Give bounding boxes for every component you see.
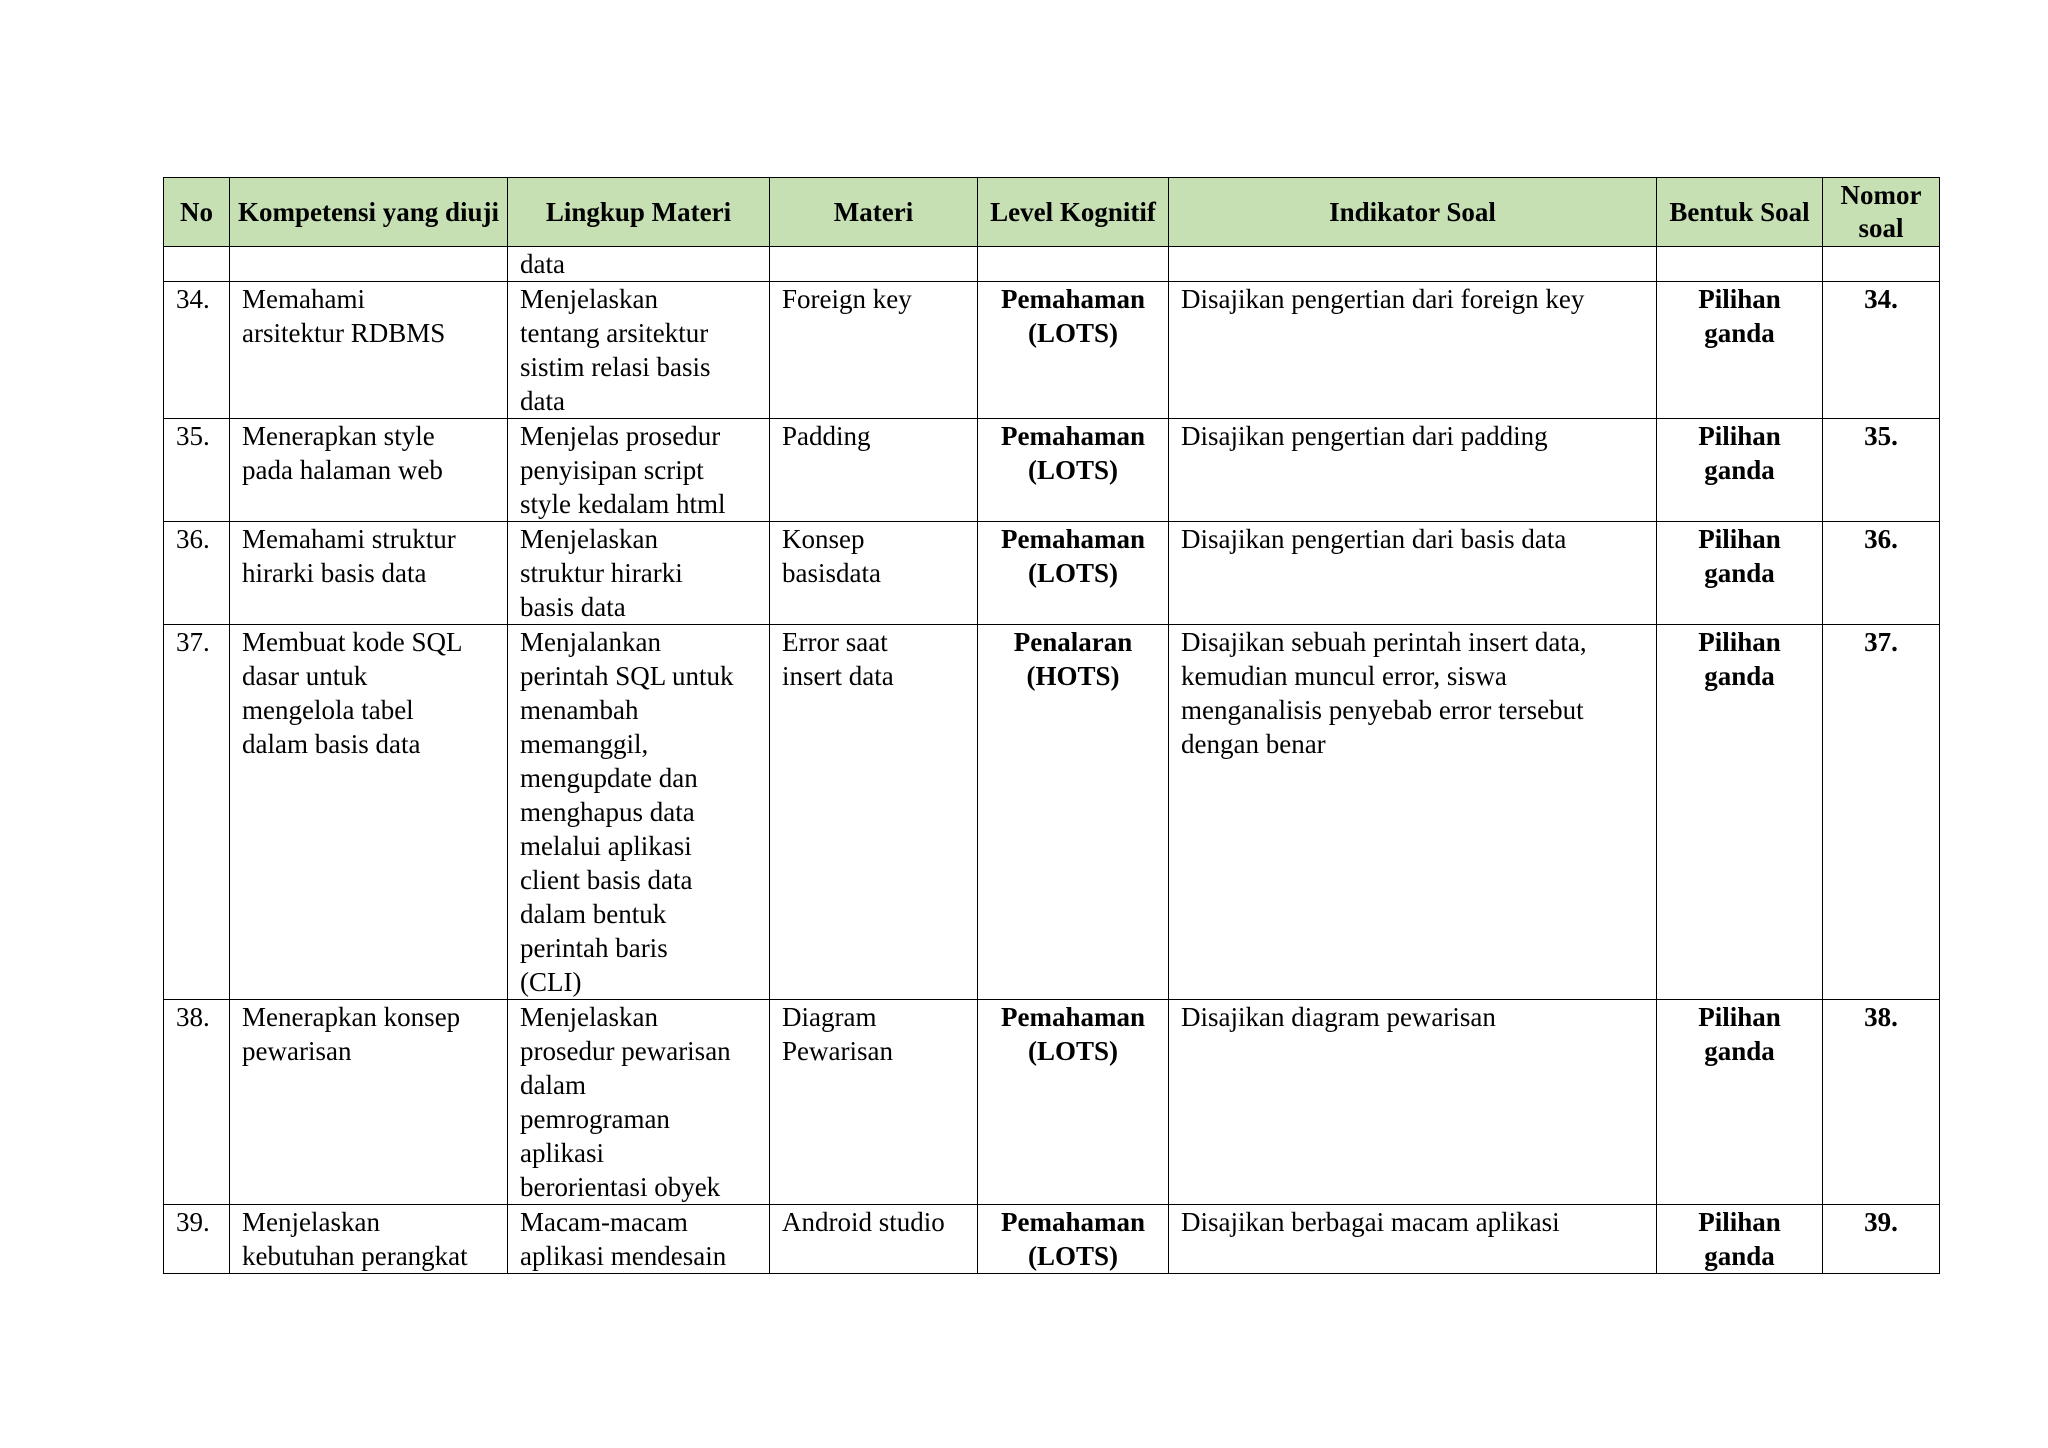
cell-level-kognitif xyxy=(978,522,1169,625)
cell-line: dalam xyxy=(520,1070,586,1100)
cell-no: 39. xyxy=(164,1205,230,1274)
cell-nomor-soal: 39. xyxy=(1823,1205,1940,1274)
cell-line: Pemahaman xyxy=(1001,1002,1145,1032)
cell-line: menghapus data xyxy=(520,797,695,827)
cell-line: kemudian muncul error, siswa xyxy=(1181,661,1507,691)
cell-line: Pilihan xyxy=(1698,627,1781,657)
cell-line: dalam bentuk xyxy=(520,899,667,929)
cell-line: struktur hirarki xyxy=(520,558,683,588)
cell-no xyxy=(164,247,230,282)
cell-materi xyxy=(770,1205,978,1274)
cell-lingkup-materi xyxy=(508,419,770,522)
cell-line: Menjalankan xyxy=(520,627,661,657)
cell-line: Membuat kode SQL xyxy=(242,627,463,657)
cell-materi xyxy=(770,419,978,522)
cell-no: 37. xyxy=(164,625,230,1000)
cell-line: memanggil, xyxy=(520,729,649,759)
cell-line: Pewarisan xyxy=(782,1036,893,1066)
cell-line: dengan benar xyxy=(1181,729,1326,759)
cell-lingkup-materi xyxy=(508,282,770,419)
cell-line: Menjelaskan xyxy=(520,1002,658,1032)
cell-lingkup-materi xyxy=(508,625,770,1000)
cell-line: (CLI) xyxy=(520,967,582,997)
cell-line: Macam-macam xyxy=(520,1207,688,1237)
cell-line: Disajikan sebuah perintah insert data, xyxy=(1181,627,1587,657)
cell-line: menambah xyxy=(520,695,639,725)
cell-line: style kedalam html xyxy=(520,489,726,519)
cell-line: basis data xyxy=(520,592,626,622)
cell-line: (LOTS) xyxy=(1027,1241,1119,1271)
cell-line: Pemahaman xyxy=(1001,284,1145,314)
cell-kompetensi xyxy=(230,625,508,1000)
cell-indikator-soal xyxy=(1169,1205,1657,1274)
cell-line: Penalaran xyxy=(1013,627,1133,657)
cell-line: mengupdate dan xyxy=(520,763,698,793)
cell-line: kebutuhan perangkat xyxy=(242,1241,468,1271)
cell-line: tentang arsitektur xyxy=(520,318,709,348)
cell-level-kognitif xyxy=(978,247,1169,282)
cell-bentuk-soal xyxy=(1657,419,1823,522)
cell-level-kognitif xyxy=(978,419,1169,522)
cell-materi xyxy=(770,625,978,1000)
cell-bentuk-soal xyxy=(1657,1000,1823,1205)
cell-level-kognitif xyxy=(978,282,1169,419)
cell-nomor-soal xyxy=(1823,247,1940,282)
cell-line: sistim relasi basis xyxy=(520,352,711,382)
header-kompetensi: Kompetensi yang diuji xyxy=(230,178,508,247)
header-lingkup-materi: Lingkup Materi xyxy=(508,178,770,247)
cell-line: Pilihan xyxy=(1698,1002,1781,1032)
cell-lingkup-materi xyxy=(508,247,770,282)
cell-line: ganda xyxy=(1704,318,1775,348)
cell-line: hirarki basis data xyxy=(242,558,427,588)
table-row xyxy=(164,522,1940,625)
cell-line: ganda xyxy=(1704,1036,1775,1066)
cell-line: Disajikan berbagai macam aplikasi xyxy=(1181,1207,1560,1237)
cell-line: Pilihan xyxy=(1698,1207,1781,1237)
header-bentuk-soal: Bentuk Soal xyxy=(1657,178,1823,247)
header-no: No xyxy=(164,178,230,247)
cell-line: Memahami struktur xyxy=(242,524,456,554)
cell-bentuk-soal xyxy=(1657,522,1823,625)
cell-line: ganda xyxy=(1704,558,1775,588)
cell-line: Error saat xyxy=(782,627,888,657)
cell-line: pada halaman web xyxy=(242,455,443,485)
cell-line: Pemahaman xyxy=(1001,524,1145,554)
cell-kompetensi xyxy=(230,522,508,625)
header-materi: Materi xyxy=(770,178,978,247)
cell-line: (HOTS) xyxy=(1026,661,1120,691)
cell-materi xyxy=(770,247,978,282)
table-row xyxy=(164,1205,1940,1274)
table-header-row xyxy=(164,178,1940,247)
cell-line: Menjelaskan xyxy=(520,524,658,554)
cell-line: Foreign key xyxy=(782,284,912,314)
cell-bentuk-soal xyxy=(1657,1205,1823,1274)
cell-line: pemrograman xyxy=(520,1104,670,1134)
cell-line: dasar untuk xyxy=(242,661,368,691)
cell-line: Pemahaman xyxy=(1001,1207,1145,1237)
cell-kompetensi xyxy=(230,419,508,522)
cell-line: ganda xyxy=(1704,455,1775,485)
cell-line: Pilihan xyxy=(1698,524,1781,554)
cell-line: Konsep xyxy=(782,524,865,554)
cell-line: aplikasi xyxy=(520,1138,604,1168)
table-row xyxy=(164,419,1940,522)
cell-line: melalui aplikasi xyxy=(520,831,692,861)
table-row-continuation xyxy=(164,247,1940,282)
cell-line: Menjelaskan xyxy=(242,1207,380,1237)
cell-nomor-soal: 38. xyxy=(1823,1000,1940,1205)
header-level-kognitif: Level Kognitif xyxy=(978,178,1169,247)
cell-line: (LOTS) xyxy=(1027,318,1119,348)
cell-line: (LOTS) xyxy=(1027,1036,1119,1066)
cell-line: arsitektur RDBMS xyxy=(242,318,446,348)
cell-line: (LOTS) xyxy=(1027,558,1119,588)
cell-line: Pilihan xyxy=(1698,421,1781,451)
cell-no: 36. xyxy=(164,522,230,625)
cell-level-kognitif xyxy=(978,1205,1169,1274)
cell-line: basisdata xyxy=(782,558,881,588)
cell-line: data xyxy=(520,249,565,279)
cell-lingkup-materi xyxy=(508,1205,770,1274)
cell-nomor-soal: 36. xyxy=(1823,522,1940,625)
cell-line: Diagram xyxy=(782,1002,877,1032)
cell-line: Disajikan pengertian dari basis data xyxy=(1181,524,1567,554)
cell-line: Menerapkan style xyxy=(242,421,435,451)
cell-line: berorientasi obyek xyxy=(520,1172,721,1202)
cell-line: menganalisis penyebab error tersebut xyxy=(1181,695,1584,725)
table-body xyxy=(164,247,1940,1274)
cell-line: penyisipan script xyxy=(520,455,704,485)
cell-line: perintah SQL untuk xyxy=(520,661,734,691)
table-row xyxy=(164,1000,1940,1205)
cell-nomor-soal: 35. xyxy=(1823,419,1940,522)
cell-indikator-soal xyxy=(1169,282,1657,419)
cell-indikator-soal xyxy=(1169,522,1657,625)
cell-materi xyxy=(770,1000,978,1205)
cell-kompetensi xyxy=(230,247,508,282)
cell-no: 34. xyxy=(164,282,230,419)
cell-nomor-soal: 37. xyxy=(1823,625,1940,1000)
cell-materi xyxy=(770,282,978,419)
cell-materi xyxy=(770,522,978,625)
header-nomor-soal: Nomor soal xyxy=(1823,178,1940,247)
cell-line: pewarisan xyxy=(242,1036,352,1066)
cell-line: Android studio xyxy=(782,1207,945,1237)
table-row xyxy=(164,625,1940,1000)
cell-line: perintah baris xyxy=(520,933,668,963)
cell-line: Padding xyxy=(782,421,871,451)
cell-nomor-soal: 34. xyxy=(1823,282,1940,419)
cell-kompetensi xyxy=(230,282,508,419)
cell-indikator-soal xyxy=(1169,247,1657,282)
cell-bentuk-soal xyxy=(1657,247,1823,282)
cell-indikator-soal xyxy=(1169,419,1657,522)
cell-indikator-soal xyxy=(1169,1000,1657,1205)
cell-line: data xyxy=(520,386,565,416)
cell-line: Disajikan diagram pewarisan xyxy=(1181,1002,1496,1032)
cell-level-kognitif xyxy=(978,1000,1169,1205)
cell-kompetensi xyxy=(230,1205,508,1274)
cell-line: Menjelas prosedur xyxy=(520,421,721,451)
cell-indikator-soal xyxy=(1169,625,1657,1000)
cell-line: Disajikan pengertian dari padding xyxy=(1181,421,1548,451)
cell-line: ganda xyxy=(1704,661,1775,691)
cell-no: 38. xyxy=(164,1000,230,1205)
competency-table xyxy=(163,177,1940,1274)
cell-line: client basis data xyxy=(520,865,693,895)
cell-bentuk-soal xyxy=(1657,282,1823,419)
cell-bentuk-soal xyxy=(1657,625,1823,1000)
table-row xyxy=(164,282,1940,419)
cell-line: Pilihan xyxy=(1698,284,1781,314)
cell-line: prosedur pewarisan xyxy=(520,1036,731,1066)
cell-line: mengelola tabel xyxy=(242,695,414,725)
cell-no: 35. xyxy=(164,419,230,522)
cell-line: insert data xyxy=(782,661,894,691)
cell-line: Disajikan pengertian dari foreign key xyxy=(1181,284,1585,314)
cell-line: aplikasi mendesain xyxy=(520,1241,727,1271)
cell-level-kognitif xyxy=(978,625,1169,1000)
cell-line: Memahami xyxy=(242,284,365,314)
cell-line: ganda xyxy=(1704,1241,1775,1271)
cell-line: Menjelaskan xyxy=(520,284,658,314)
cell-lingkup-materi xyxy=(508,1000,770,1205)
header-indikator-soal: Indikator Soal xyxy=(1169,178,1657,247)
cell-kompetensi xyxy=(230,1000,508,1205)
cell-lingkup-materi xyxy=(508,522,770,625)
cell-line: Menerapkan konsep xyxy=(242,1002,461,1032)
cell-line: dalam basis data xyxy=(242,729,421,759)
cell-line: Pemahaman xyxy=(1001,421,1145,451)
cell-line: (LOTS) xyxy=(1027,455,1119,485)
